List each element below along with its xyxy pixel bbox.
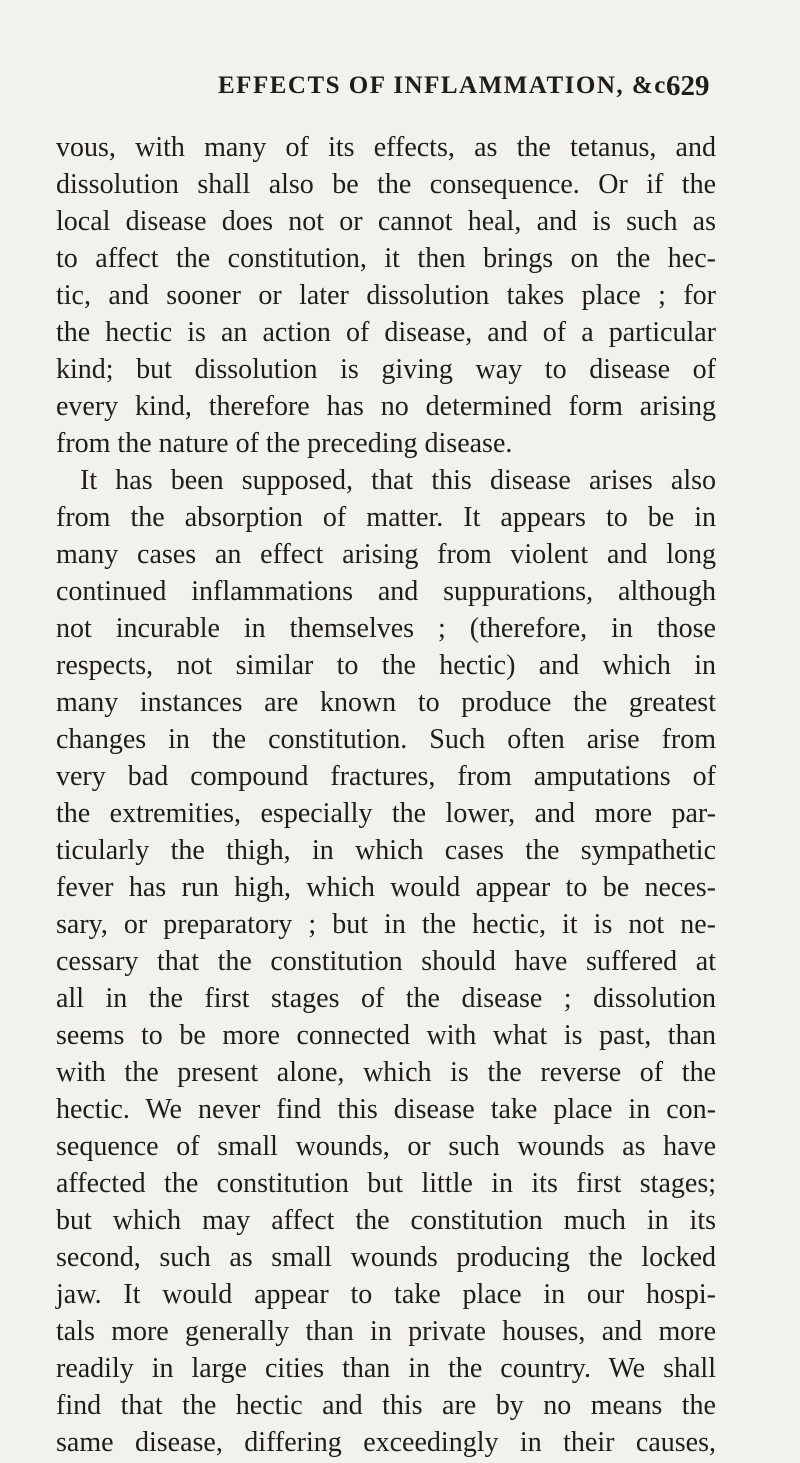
text-line: very bad compound fractures, from amputations of — [56, 761, 716, 792]
text-line: jaw. It would appear to take place in our hospi- — [56, 1279, 716, 1310]
text-line: seems to be more connected with what is past, than — [56, 1020, 716, 1051]
text-line: second, such as small wounds producing the locked — [56, 1242, 716, 1273]
text-line: with the present alone, which is the reverse of the — [56, 1057, 716, 1088]
text-line: tals more generally than in private houses, and more — [56, 1316, 716, 1347]
text-line: but which may affect the constitution much in its — [56, 1205, 716, 1236]
page-header — [0, 72, 800, 108]
text-line: many instances are known to produce the greatest — [56, 687, 716, 718]
text-line: same disease, differing exceedingly in their causes, — [56, 1427, 716, 1458]
text-line: sequence of small wounds, or such wounds as have — [56, 1131, 716, 1162]
text-line: local disease does not or cannot heal, and is such as — [56, 206, 716, 237]
text-line: continued inflammations and suppurations, although — [56, 576, 716, 607]
text-line: sary, or preparatory ; but in the hectic, it is not ne- — [56, 909, 716, 940]
text-line: respects, not similar to the hectic) and which in — [56, 650, 716, 681]
running-title: EFFECTS OF INFLAMMATION, &c. — [218, 72, 675, 99]
text-line: to affect the constitution, it then brings on the hec- — [56, 243, 716, 274]
text-line: every kind, therefore has no determined form arising — [56, 391, 716, 422]
text-line: dissolution shall also be the consequence. Or if the — [56, 169, 716, 200]
text-line: changes in the constitution. Such often arise from — [56, 724, 716, 755]
text-line: It has been supposed, that this disease arises also — [80, 465, 716, 496]
text-line: cessary that the constitution should have suffered at — [56, 946, 716, 977]
page-number: 629 — [666, 70, 710, 102]
text-line: tic, and sooner or later dissolution takes place ; for — [56, 280, 716, 311]
text-line: from the nature of the preceding disease. — [56, 428, 513, 459]
text-line: readily in large cities than in the country. We shall — [56, 1353, 716, 1384]
text-line: fever has run high, which would appear to be neces- — [56, 872, 716, 903]
text-line: kind; but dissolution is giving way to disease of — [56, 354, 716, 385]
text-line: all in the first stages of the disease ; dissolution — [56, 983, 716, 1014]
text-line: find that the hectic and this are by no means the — [56, 1390, 716, 1421]
text-line: the hectic is an action of disease, and of a particular — [56, 317, 716, 348]
text-line: vous, with many of its effects, as the tetanus, and — [56, 132, 716, 163]
text-line: affected the constitution but little in its first stages; — [56, 1168, 716, 1199]
text-line: from the absorption of matter. It appears to be in — [56, 502, 716, 533]
text-line: not incurable in themselves ; (therefore, in those — [56, 613, 716, 644]
text-line: ticularly the thigh, in which cases the sympathetic — [56, 835, 716, 866]
text-line: hectic. We never find this disease take place in con- — [56, 1094, 716, 1125]
text-line: the extremities, especially the lower, and more par- — [56, 798, 716, 829]
text-line: many cases an effect arising from violent and long — [56, 539, 716, 570]
